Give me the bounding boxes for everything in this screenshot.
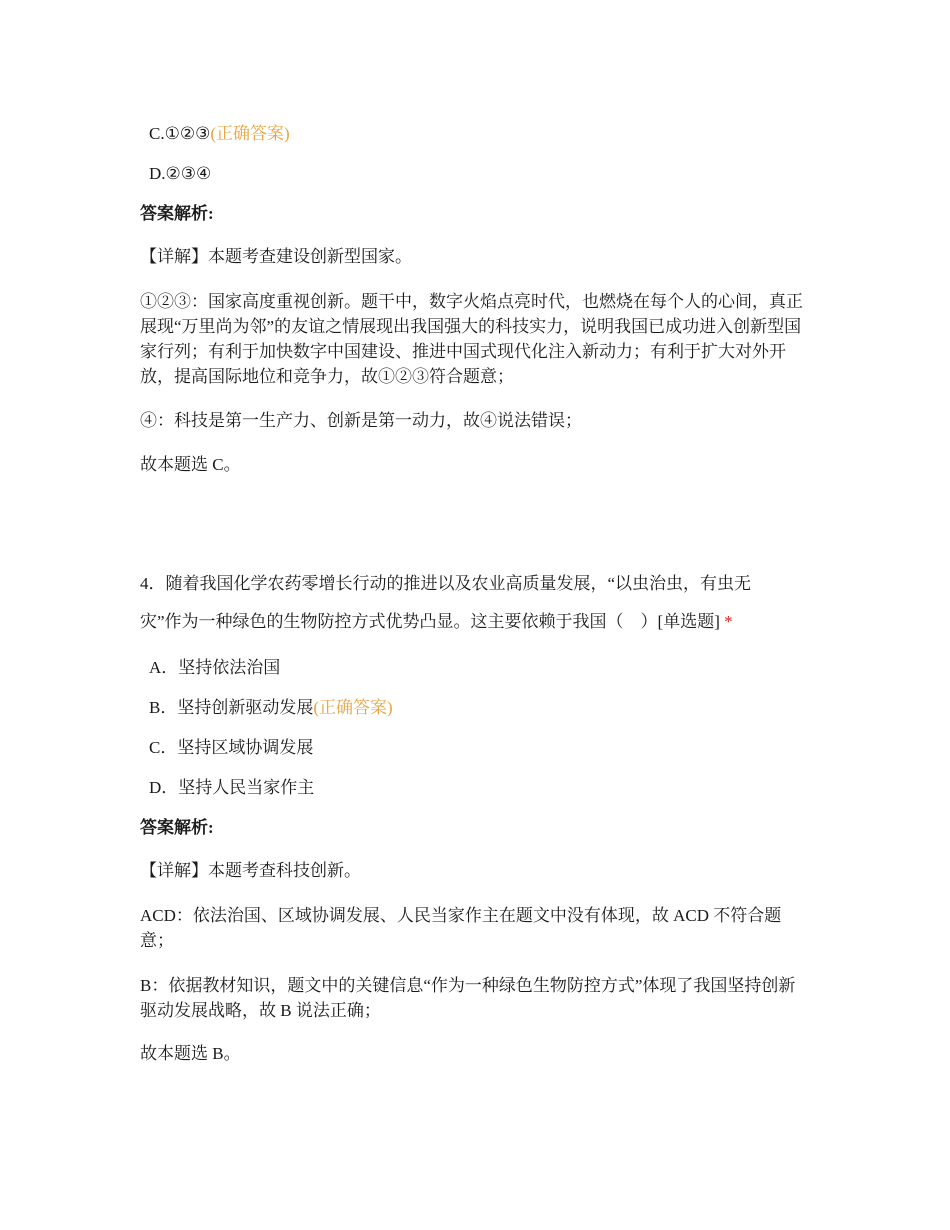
option-a	[149, 656, 280, 680]
option-label: C．坚持区域协调发展	[149, 738, 314, 757]
analysis-paragraph: ④：科技是第一生产力、创新是第一动力，故④说法错误；	[140, 411, 582, 430]
analysis-paragraph: B：依据教材知识，题文中的关键信息“作为一种绿色生物防控方式”体现了我国坚持创新驱动发展战略，故 B 说法正确；	[140, 976, 796, 1020]
analysis-title: 答案解析:	[140, 204, 214, 223]
correct-answer-tag: (正确答案)	[313, 698, 393, 717]
option-label: A．坚持依法治国	[149, 658, 281, 677]
analysis-title: 答案解析:	[140, 818, 214, 837]
detail-line: 【详解】本题考查建设创新型国家。	[140, 247, 412, 266]
option-label: D．坚持人民当家作主	[149, 778, 315, 797]
conclusion-line: 故本题选 B。	[140, 1044, 241, 1063]
option-d	[149, 776, 314, 800]
analysis-paragraph: ①②③：国家高度重视创新。题干中，数字火焰点亮时代，也燃烧在每个人的心间，真正展现“万里尚为邻”的友谊之情展现出我国强大的科技实力，说明我国已成功进入创新型国家行列；有利于加快数字中国建设、推进中国式现代化注入新动力；有利于扩大对外开放，提高国际地位和竞争力，故①②③符合题意；	[140, 292, 803, 386]
detail-line: 【详解】本题考查科技创新。	[140, 861, 361, 880]
option-label: C.①②③	[149, 124, 211, 143]
option-c	[149, 122, 290, 146]
conclusion-line: 故本题选 C。	[140, 455, 241, 474]
option-c	[149, 736, 313, 760]
correct-answer-tag: (正确答案)	[210, 124, 290, 143]
question-text-continued	[140, 610, 820, 634]
option-label: B．坚持创新驱动发展	[149, 698, 314, 717]
question-text: 4．随着我国化学农药零增长行动的推进以及农业高质量发展，“以虫治虫，有虫无	[140, 574, 752, 593]
required-mark: *	[724, 612, 733, 631]
question-text-line2: 灾”作为一种绿色的生物防控方式优势凸显。这主要依赖于我国（ ）[单选题]	[140, 612, 720, 631]
option-b	[149, 696, 393, 720]
option-d	[149, 162, 211, 186]
analysis-paragraph: ACD：依法治国、区域协调发展、人民当家作主在题文中没有体现，故 ACD 不符合题意；	[140, 906, 782, 950]
option-label: D.②③④	[149, 164, 212, 183]
